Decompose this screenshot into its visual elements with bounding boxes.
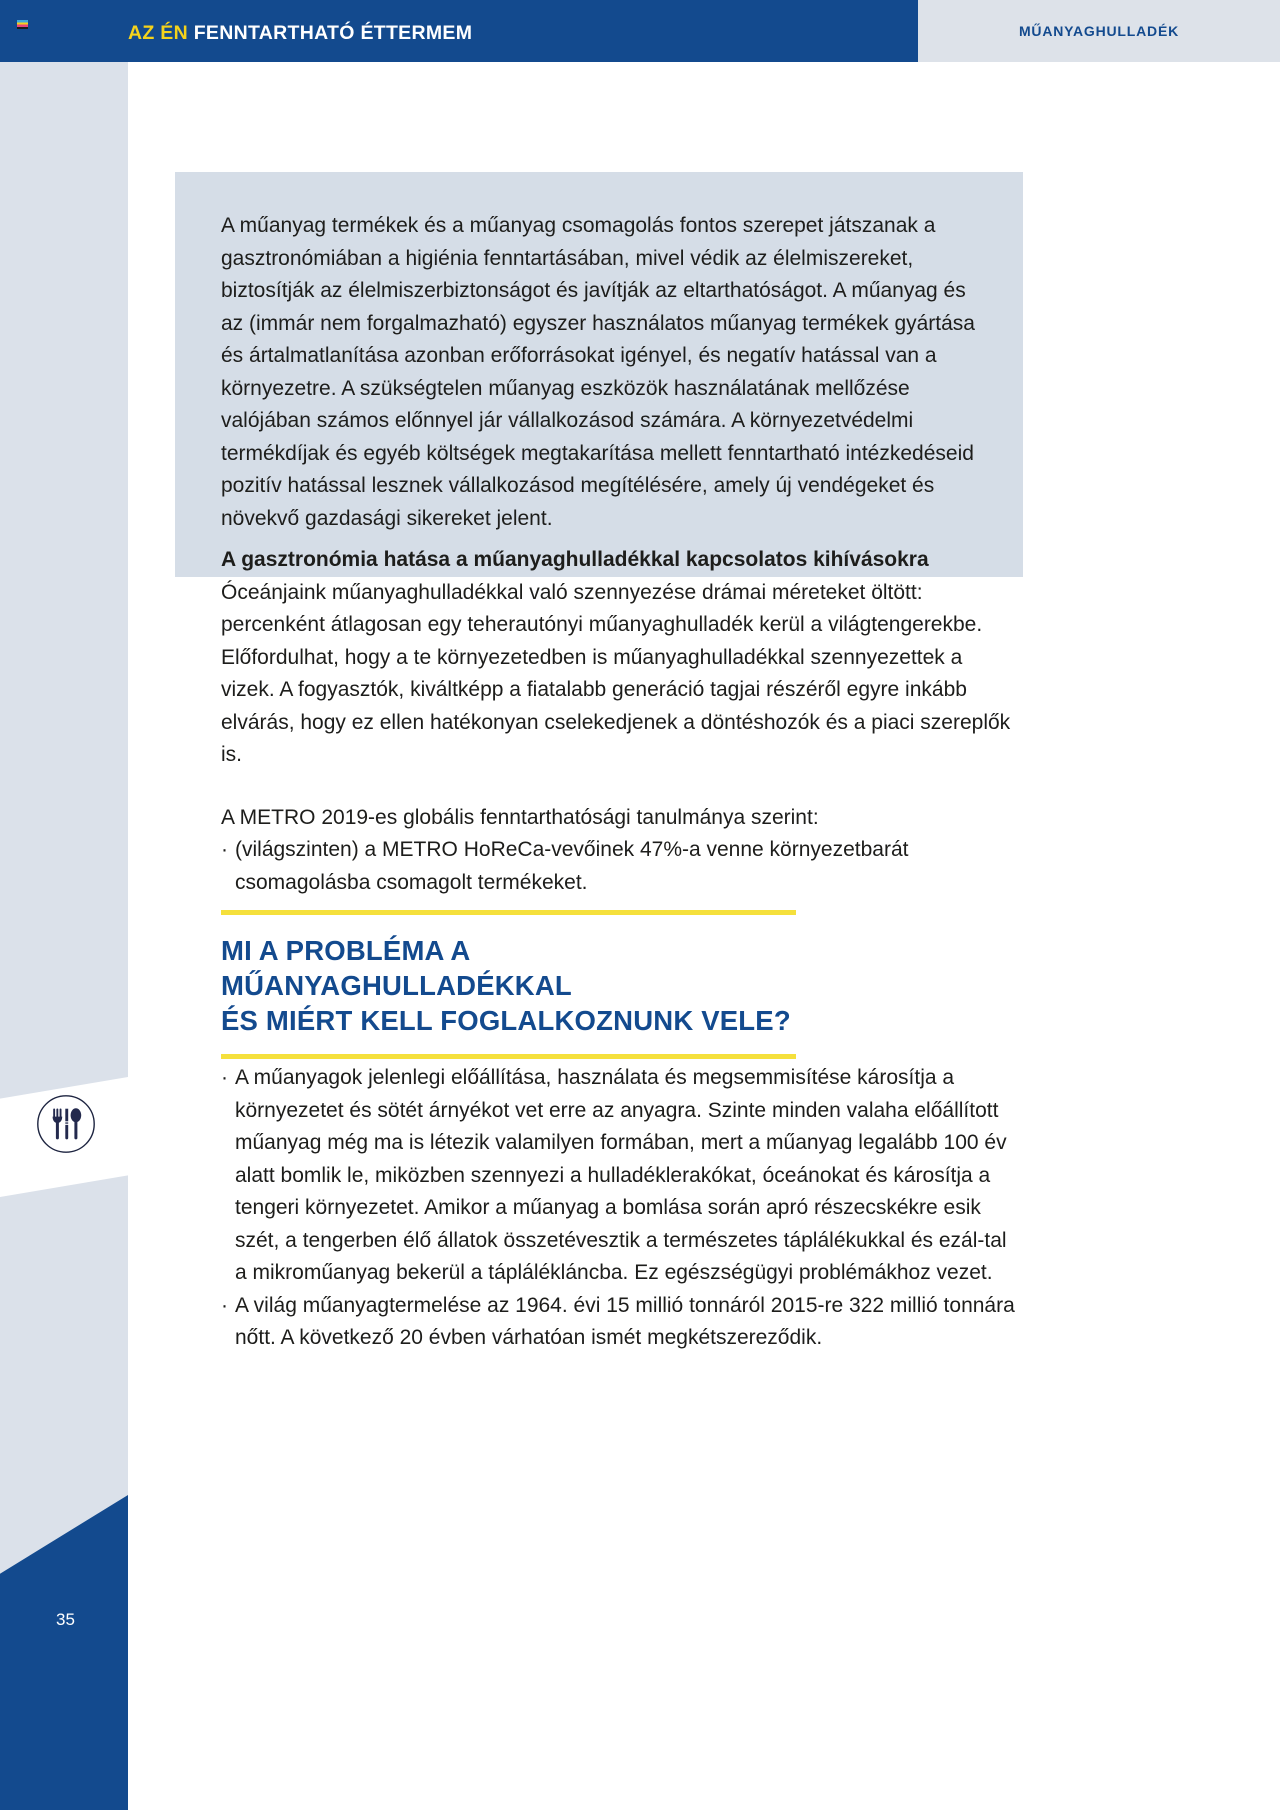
- brand-title-accent: AZ ÉN: [128, 22, 188, 44]
- page-number: 35: [56, 1610, 75, 1629]
- callout-heading-line-2: ÉS MIÉRT KELL FOGLALKOZNUNK VELE?: [221, 1005, 791, 1036]
- bullet-marker: ·: [221, 1066, 228, 1089]
- bullet-marker: ·: [221, 838, 228, 861]
- brand-title-rest: FENNTARTHATÓ ÉTTERMEM: [188, 22, 473, 44]
- cutlery-icon: [36, 1094, 96, 1154]
- callout-heading-text: [221, 915, 796, 1054]
- header-topic-label: MŰANYAGHULLADÉK: [1018, 23, 1180, 39]
- bullet-marker: ·: [221, 1293, 228, 1317]
- list-item-text: (világszinten) a METRO HoReCa-vevőinek 47%-a venne környezetbarát csomagolásba csomagolt termékeket.: [235, 838, 909, 894]
- list-item-text: A világ műanyagtermelése az 1964. évi 15 millió tonnáról 2015-re 322 millió tonnára nőtt. A következő 20 évben várhatóan ismét megkétszereződik.: [235, 1293, 1015, 1349]
- callout-heading-line-1: MI A PROBLÉMA A MŰANYAGHULLADÉKKAL: [221, 935, 572, 1001]
- footer-decor-shape: [0, 1452, 128, 1810]
- section-lead-heading: A gasztronómia hatása a műanyaghulladékkal kapcsolatos kihívásokra: [221, 548, 929, 571]
- content-left-divider: [128, 62, 131, 1810]
- body-text-section: [221, 544, 1011, 899]
- section-callout-heading: [221, 910, 796, 1059]
- intro-callout-box: [175, 172, 1023, 577]
- brand-title: [128, 22, 472, 45]
- rule-yellow-bottom: [221, 1054, 796, 1059]
- problem-bullet-list: [221, 1062, 1021, 1355]
- list-item-text: A műanyagok jelenlegi előállítása, használata és megsemmisítése károsítja a környezetet és sötét árnyékot vet erre az anyagra. Szinte minden valaha előállított műanyag még ma is létezik valamilyen formában, mert a műanyag legalább 100 év alatt bomlik le, miközben szennyezi a hulladéklerakókat, óceánokat és károsítja a tengeri környezetet. Amikor a műanyag a bomlása során apró részecskékre esik szét, a tengerben élő állatok összetévesztik a természetes táplálékukkal és ezál-tal a mikroműanyag bekerül a táplálékláncba. Ez egészségügyi problémákhoz vezet.: [235, 1066, 1007, 1284]
- body-paragraph-2: A METRO 2019-es globális fenntarthatósági tanulmánya szerint:: [221, 805, 819, 829]
- print-registration-mark: [17, 20, 28, 29]
- intro-paragraph: A műanyag termékek és a műanyag csomagolás fontos szerepet játszanak a gasztronómiában a higiénia fenntartásában, mivel védik az élelmiszereket, biztosítják az élelmiszerbiztonságot és javítják az eltarthatóságot. A műanyag és az (immár nem forgalmazható) egyszer használatos műanyag termékek gyártása és ártalmatlanítása azonban erőforrásokat igényel, és negatív hatással van a környezetre. A szükségtelen műanyag eszközök használatának mellőzése valójában számos előnnyel jár vállalkozásod számára. A környezetvédelmi termékdíjak és egyéb költségek megtakarítása mellett fenntartható intézkedéseid pozitív hatással lesznek vállalkozásod megítélésére, amely új vendégeket és növekvő gazdasági sikereket jelent.: [221, 214, 975, 530]
- left-decor-sidebar: [0, 62, 128, 1810]
- paragraph-spacer: [221, 772, 1011, 802]
- header-topic-panel: [918, 0, 1280, 62]
- list-item: [221, 834, 1011, 899]
- list-item: [221, 1062, 1021, 1290]
- list-item: [221, 1290, 1021, 1355]
- body-paragraph-1: Óceánjaink műanyaghulladékkal való szennyezése drámai méreteket öltött: percenként átlagosan egy teherautónyi műanyaghulladék kerül a világtengerekbe. Előfordulhat, hogy a te környezetedben is műanyaghulladékkal szennyezettek a vizek. A fogyasztók, kiváltképp a fiatalabb generáció tagjai részéről egyre inkább elvárás, hogy ez ellen hatékonyan cselekedjenek a döntéshozók és a piaci szereplők is.: [221, 580, 1011, 766]
